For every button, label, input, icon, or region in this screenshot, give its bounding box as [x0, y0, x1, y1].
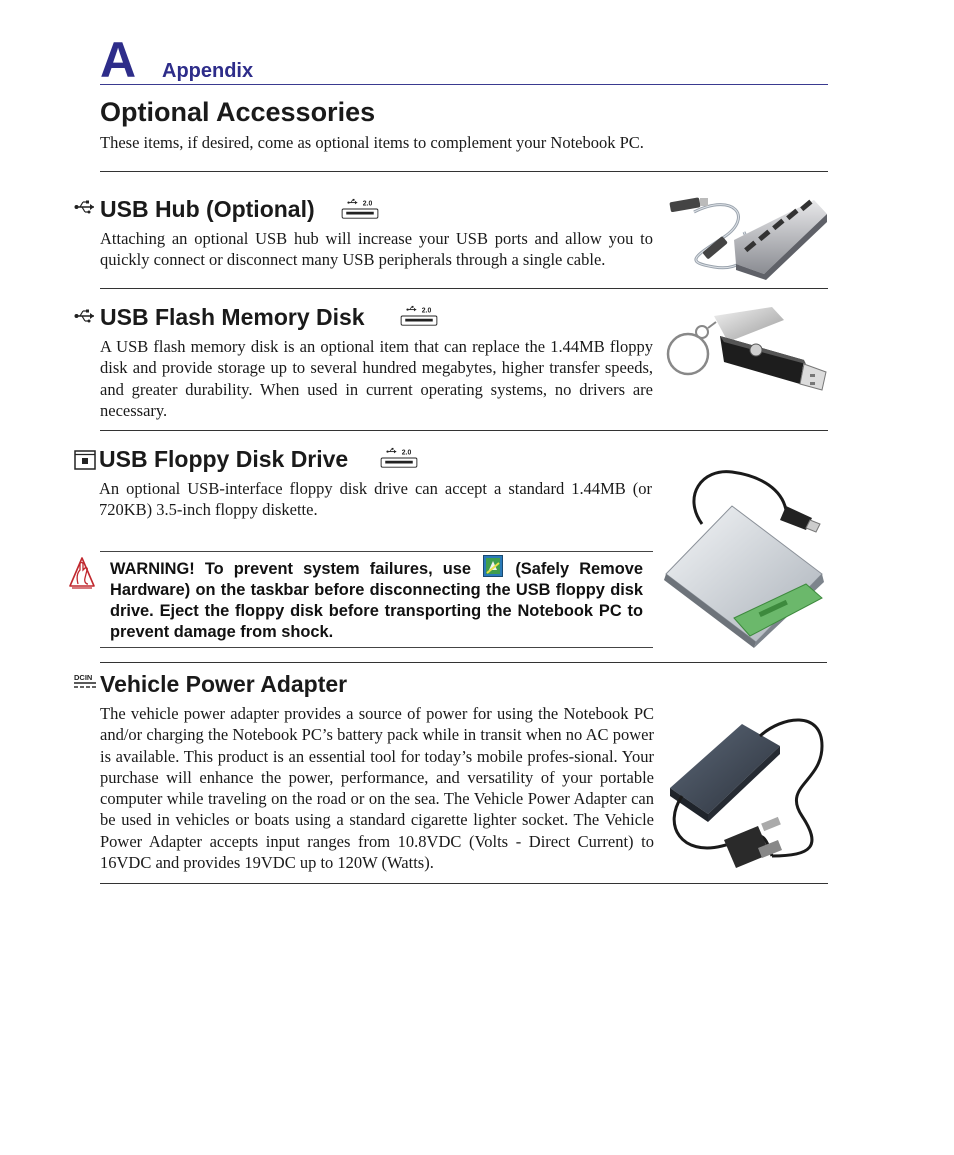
section-divider	[100, 662, 827, 663]
section-body-usb-floppy: An optional USB-interface floppy disk drive can accept a standard 1.44MB (or 720KB) 3.5-inch floppy diskette.	[99, 479, 652, 520]
section-title-vehicle-adapter: Vehicle Power Adapter	[100, 671, 348, 697]
dc-in-icon-label: DCIN	[74, 673, 93, 682]
intro-text: These items, if desired, come as optional items to complement your Notebook PC.	[100, 133, 644, 152]
usb-badge-label: 2.0	[401, 449, 412, 457]
section-title-usb-flash: USB Flash Memory Disk	[100, 304, 365, 330]
vehicle-power-adapter-photo	[662, 706, 830, 876]
appendix-label: Appendix	[162, 60, 254, 82]
usb-hub-photo	[664, 192, 829, 282]
usb-2-badge-icon	[378, 447, 420, 469]
usb-2-badge-icon	[339, 198, 381, 220]
section-title-usb-floppy: USB Floppy Disk Drive	[99, 446, 349, 472]
section-divider	[100, 171, 828, 172]
page-title: Optional Accessories	[100, 97, 376, 127]
usb-floppy-drive-photo	[662, 466, 830, 648]
warning-hand-icon	[68, 556, 96, 590]
warning-text-end: (Safely Remove Hardware) on the taskbar before disconnecting the USB floppy disk drive. Eject the floppy disk before transporting the Notebook PC to prevent damage from shock.	[110, 560, 643, 641]
warning-text	[110, 555, 643, 643]
section-divider	[100, 883, 828, 884]
safely-remove-hardware-icon	[483, 555, 503, 577]
dc-in-icon	[74, 673, 96, 689]
usb-icon	[74, 200, 96, 214]
appendix-letter: A	[100, 32, 137, 88]
section-divider	[100, 430, 828, 431]
floppy-drive-icon	[74, 450, 96, 470]
usb-icon	[74, 309, 96, 323]
section-body-usb-flash: A USB flash memory disk is an optional item that can replace the 1.44MB floppy disk and provide storage up to several hundred megabytes, higher transfer speeds, and greater durability. When used in current operating systems, no drivers are necessary.	[100, 337, 653, 420]
section-divider	[100, 288, 828, 289]
header-divider	[100, 84, 828, 85]
usb-badge-label: 2.0	[421, 307, 432, 315]
section-body-usb-hub: Attaching an optional USB hub will increase your USB ports and allow you to quickly connect or disconnect many USB peripherals through a single cable.	[100, 229, 653, 270]
usb-flash-disk-photo	[664, 302, 830, 394]
usb-badge-label: 2.0	[362, 200, 373, 208]
section-body-vehicle-adapter: The vehicle power adapter provides a source of power for using the Notebook PC and/or charging the Notebook PC’s battery pack while in transit when no AC power is available. This product is an essential tool for today’s mobile profes-sional. Your purchase will enhance the power, performance, and versatility of your portable computer while traveling on the road or on the sea. The Vehicle Power Adapter can be used in vehicles or boats using a standard cigarette lighter socket. The Vehicle Power Adapter accepts input ranges from 10.8VDC (Volts - Direct Current) to 16VDC and provides 19VDC up to 120W (Watts).	[100, 704, 654, 873]
warning-text-start: WARNING! To prevent system failures, use	[110, 560, 472, 578]
section-title-usb-hub: USB Hub (Optional)	[100, 196, 315, 222]
usb-2-badge-icon	[398, 305, 440, 327]
